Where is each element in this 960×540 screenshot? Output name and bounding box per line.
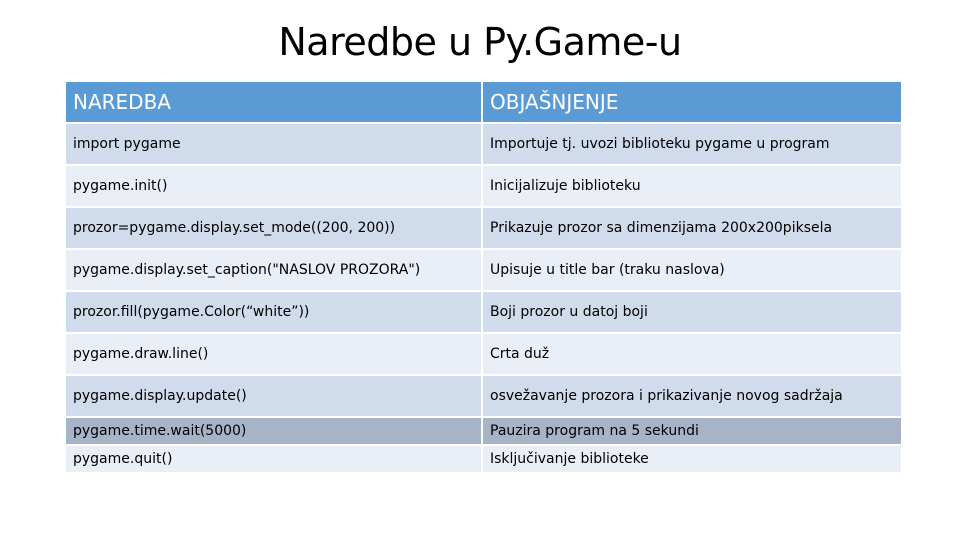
table-row — [66, 166, 901, 208]
explanation-cell: Inicijalizuje biblioteku — [483, 166, 901, 206]
explanation-cell: Upisuje u title bar (traku naslova) — [483, 250, 901, 290]
command-cell: pygame.display.set_caption("NASLOV PROZORA") — [66, 250, 483, 290]
command-cell: pygame.time.wait(5000) — [66, 418, 483, 444]
table-row — [66, 124, 901, 166]
table-header-row — [66, 82, 901, 124]
table-row — [66, 446, 901, 474]
explanation-cell: osvežavanje prozora i prikazivanje novog sadržaja — [483, 376, 901, 416]
command-cell: pygame.display.update() — [66, 376, 483, 416]
command-cell: pygame.draw.line() — [66, 334, 483, 374]
explanation-cell: Boji prozor u datoj boji — [483, 292, 901, 332]
table-row-highlighted — [66, 418, 901, 446]
explanation-cell: Isključivanje biblioteke — [483, 446, 901, 472]
header-cell-command: NAREDBA — [66, 82, 483, 122]
table-row — [66, 376, 901, 418]
explanation-cell: Importuje tj. uvozi biblioteku pygame u program — [483, 124, 901, 164]
command-cell: pygame.quit() — [66, 446, 483, 472]
header-cell-explanation: OBJAŠNJENJE — [483, 82, 901, 122]
table-row — [66, 208, 901, 250]
table-row — [66, 292, 901, 334]
explanation-cell: Crta duž — [483, 334, 901, 374]
command-cell: pygame.init() — [66, 166, 483, 206]
commands-table — [66, 82, 901, 474]
explanation-cell: Pauzira program na 5 sekundi — [483, 418, 901, 444]
command-cell: prozor=pygame.display.set_mode((200, 200)) — [66, 208, 483, 248]
table-row — [66, 334, 901, 376]
explanation-cell: Prikazuje prozor sa dimenzijama 200x200piksela — [483, 208, 901, 248]
command-cell: import pygame — [66, 124, 483, 164]
table-row — [66, 250, 901, 292]
command-cell: prozor.fill(pygame.Color(“white”)) — [66, 292, 483, 332]
slide-title: Naredbe u Py.Game-u — [278, 20, 682, 64]
